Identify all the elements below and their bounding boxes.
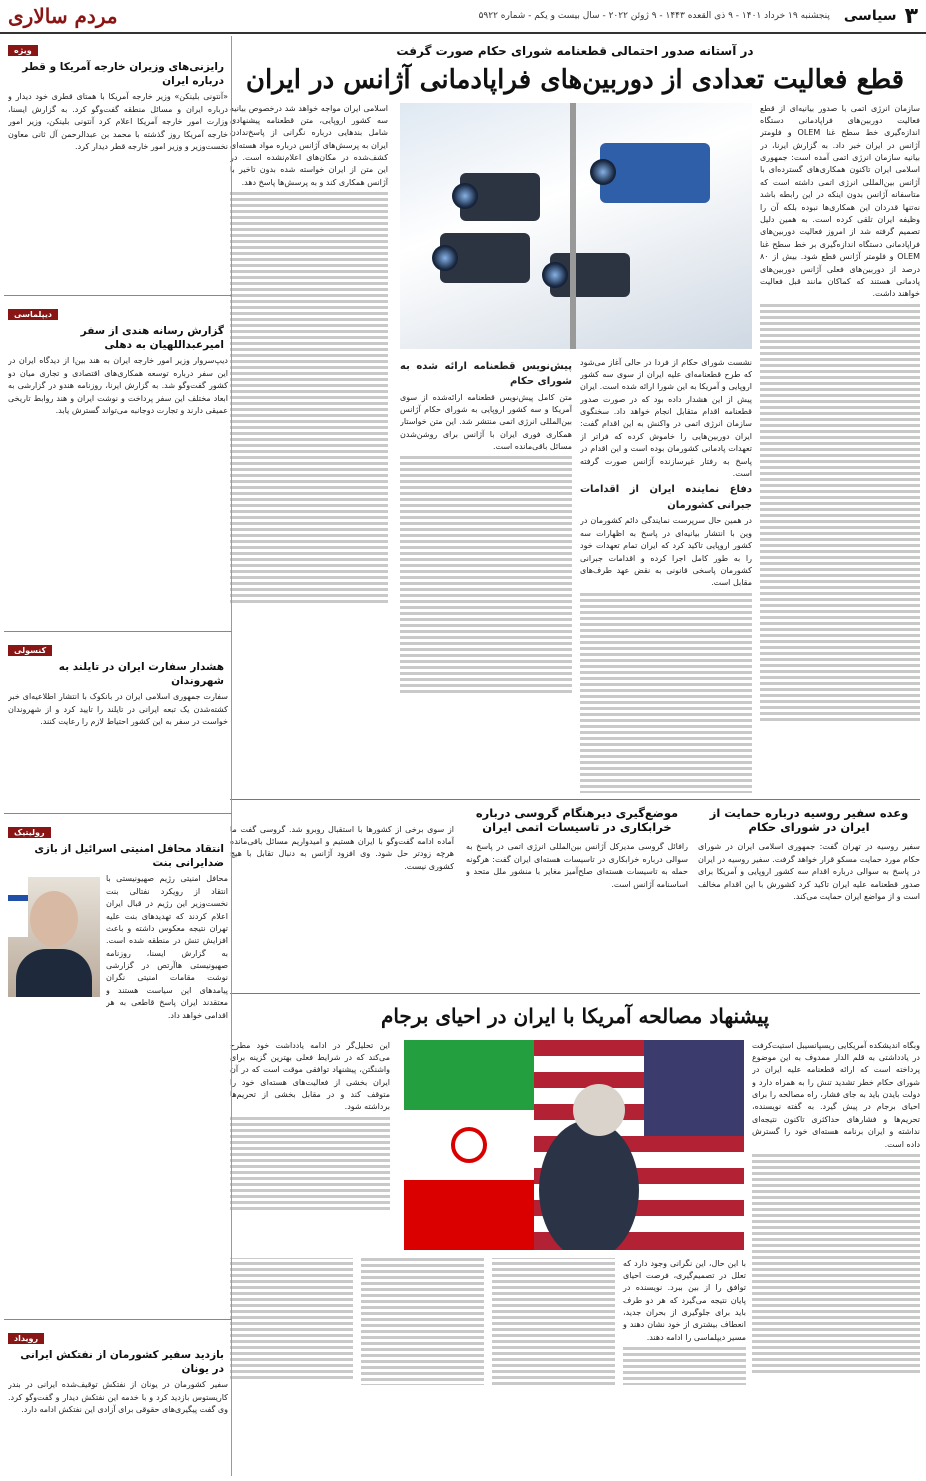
story-grossi-title: موضع‌گیری دیرهنگام گروسی درباره خرابکاری در تاسیسات اتمی ایران xyxy=(475,805,679,835)
sidebar xyxy=(4,36,232,1476)
sidebar-title: رایزنی‌های وزیران خارجه آمریکا و قطر درباره ایران xyxy=(22,61,224,88)
lead-sub1-text: در همین حال سرپرست نمایندگی دائم کشورمان در وین با انتشار بیانیه‌ای در پاسخ به اظهارات سه کشور اروپایی تاکید کرد که ایران تمام تعهدات خود را به طور کامل اجرا کرده و اقدامات جبرانی کشورمان پاسخی قانونی به نقض عهد طرف‌های مقابل است. xyxy=(580,516,752,588)
story-grossi-text: رافائل گروسی مدیرکل آژانس بین‌المللی انرژی اتمی در پاسخ به سوالی درباره خرابکاری در تاسیسات هسته‌ای ایران گفت: هرگونه حمله به تاسیسات هسته‌ای صلح‌آمیز مغایر با منشور ملل متحد و اساسنامه آژانس است. xyxy=(466,842,688,889)
sidebar-story-3 xyxy=(4,638,232,814)
issue-line: پنجشنبه ۱۹ خرداد ۱۴۰۱ - ۹ ذی القعده ۱۴۴۳ - ۹ ژوئن ۲۰۲۲ - سال بیست و یکم - شماره ۵۹۲۲ xyxy=(478,11,830,21)
camera-lens xyxy=(590,159,616,185)
sidebar-text: «آنتونی بلینکن» وزیر خارجه آمریکا با همتای قطری خود دیدار و درباره ایران و مسائل منطقه گفت‌وگو کرد. به گزارش ایسنا، وزارت امور خارجه آمریکا اعلام کرد آنتونی بلینکن، وزیر امور خارجه آمریکا روز گذشته با محمد بن عبدالرحمن آل ثانی معاون نخست‌وزیر و وزیر امور خارجه قطر دیدار کرد. xyxy=(8,92,228,151)
sidebar-tag: رولیتیک xyxy=(8,827,51,838)
sidebar-title: هشدار سفارت ایران در تایلند به شهروندان xyxy=(58,661,224,688)
lead-col-1-text: سازمان انرژی اتمی با صدور بیانیه‌ای از قطع فعالیت دوربین‌های فراپادمانی دستگاه اندازه‌گیری خط سطح غنا OLEM و فلومتر آژانس در ایران خبر داد. به گزارش ایرنا، در بیانیه سازمان انرژی اتمی آمده است: جمهوری اسلامی ایران تاکنون همکاری‌های گسترده‌ای با آژانس بین‌المللی انرژی اتمی داشته است که متاسفانه آژانس بدون اینکه در این رابطه باشد نه‌تنها قدردان این همکاری‌ها نبوده بلکه آن را وظیفه ایران تلقی کرده است. به همین دلیل تصمیم گرفته شد از امروز فعالیت دوربین‌های فراپادمانی دستگاه اندازه‌گیری بر خط سطح غنا OLEM و فلومتر آژانس قطع شود. بیش از ۸۰ درصد از دوربین‌های فعلی آژانس دوربین‌های پادمانی هستند که کماکان مانند قبل فعالیت خواهند داشت. xyxy=(760,103,920,299)
camera-shape xyxy=(550,253,630,297)
page-header xyxy=(0,0,926,34)
sidebar-text: سفارت جمهوری اسلامی ایران در بانکوک با انتشار اطلاعیه‌ای خبر کشته‌شدن یک تبعه ایرانی در تایلند را تایید کرد و از شهروندان خواست در سفر به این کشور احتیاط لازم را رعایت کنند. xyxy=(8,692,228,727)
camera-shape xyxy=(600,143,710,203)
portrait-face xyxy=(30,891,78,947)
lead-col-2-text: نشست شورای حکام از فردا در حالی آغاز می‌شود که طرح قطعنامه‌ای علیه ایران از سوی سه کشور اروپایی و آمریکا به این شورا ارائه شده است. ایران پیش از این هشدار داده بود که در صورت صدور قطعنامه اقدام متقابل انجام خواهد داد. سخنگوی سازمان انرژی اتمی در واکنش به این اقدام گفت: ایران دوربین‌هایی را خاموش کرده که فراتر از تعهدات پادمانی کشورمان بوده است و این اقدام در پاسخ به رفتار غیرسازنده آژانس صورت گرفته است. xyxy=(580,357,752,479)
page-number: ۳ xyxy=(904,3,918,29)
lead-subhead-1: دفاع نماینده ایران از اقدامات جبرانی کشورمان xyxy=(580,484,752,511)
second-story-bottom xyxy=(230,1258,746,1458)
sidebar-text: سفیر کشورمان در یونان از نفتکش توقیف‌شده ایرانی در بندر کاریستوس بازدید کرد و با خدمه این نفتکش دیدار و گفت‌وگو کرد. وی گفت پیگیری‌های حقوقی برای آزادی این نفتکش ادامه دارد. xyxy=(8,1380,228,1415)
second-story-left-lines xyxy=(230,1117,390,1210)
lead-kicker: در آستانه صدور احتمالی قطعنامه شورای حکام صورت گرفت xyxy=(396,44,754,58)
sidebar-title: گزارش رسانه هندی از سفر امیرعبداللهیان به دهلی xyxy=(80,325,224,352)
lead-col-3-lines xyxy=(230,192,388,603)
story-grossi xyxy=(466,806,688,986)
sidebar-text: محافل امنیتی رژیم صهیونیستی با انتقاد از رویکرد نفتالی بنت نخست‌وزیر این رژیم در قبال ایران اعلام کردند که تهدیدهای بنت علیه تهران نتیجه معکوس داشته و باعث افزایش تنش در منطقه شده است. به گزارش ایسنا، روزنامه صهیونیستی هاآرتص در گزارشی نوشت مقامات امنیتی نگران پیامدهای این سیاست هستند و معتقدند ایران پاسخ قاطعی به هر اقدامی خواهد داد. xyxy=(106,874,228,1020)
section-label xyxy=(844,4,918,29)
camera-lens xyxy=(432,245,458,271)
sidebar-tag: کنسولی xyxy=(8,645,52,656)
camera-shape xyxy=(460,173,540,221)
flags-photo xyxy=(404,1040,744,1250)
lead-col-3 xyxy=(230,103,388,793)
lead-headline: قطع فعالیت تعدادی از دوربین‌های فراپادمانی آژانس در ایران xyxy=(245,65,905,95)
camera-lens xyxy=(452,183,478,209)
main-content xyxy=(230,36,920,1463)
lead-story xyxy=(230,103,920,793)
lead-sub2-text: متن کامل پیش‌نویس قطعنامه ارائه‌شده از سوی آمریکا و سه کشور اروپایی به شورای حکام آژانس بین‌المللی انرژی اتمی منتشر شد. این متن خواستار همکاری فوری ایران با آژانس برای روشن‌شدن مسائل باقی‌مانده است. xyxy=(400,392,572,452)
lead-col-2b-lines xyxy=(400,456,572,693)
sidebar-title: بازدید سفیر کشورمان از نفتکش ایرانی در یونان xyxy=(20,1349,224,1376)
cameras-photo xyxy=(400,103,752,349)
second-story-right-lines xyxy=(752,1154,920,1373)
sidebar-tag: ویژه xyxy=(8,45,38,56)
masthead: مردم سالاری xyxy=(8,4,118,28)
secondary-row xyxy=(230,799,920,989)
bennett-photo xyxy=(8,877,100,997)
sidebar-tag: دیپلماسی xyxy=(8,309,58,320)
story-grossi-cont-text: از سوی برخی از کشورها با استقبال روبرو شد. گروسی گفت ما آماده ادامه گفت‌وگو با ایران هستیم و امیدواریم مسائل باقی‌مانده هرچه زودتر حل شود. وی افزود آژانس به دنبال تقابل با هیچ کشوری نیست. xyxy=(230,824,454,871)
lead-subhead-2: پیش‌نویس قطعنامه ارائه شده به شورای حکام xyxy=(400,360,572,387)
sidebar-story-5 xyxy=(4,1326,232,1476)
camera-pole xyxy=(570,103,576,349)
flags-illustration xyxy=(404,1040,744,1250)
camera-shape xyxy=(440,233,530,283)
lead-col-2-lines xyxy=(580,593,752,793)
story-grossi-cont xyxy=(230,806,454,986)
story-russia xyxy=(698,806,920,986)
lead-col-1 xyxy=(760,103,920,793)
lead-col-1-lines xyxy=(760,304,920,721)
lead-col-2b xyxy=(400,357,572,793)
lead-col-2 xyxy=(580,357,752,793)
second-story-left-text: این تحلیل‌گر در ادامه یادداشت خود مطرح می‌کند که در شرایط فعلی بهترین گزینه برای واشنگتن، پیشنهاد توافقی موقت است که در آن ایران بخشی از فعالیت‌های هسته‌ای خود را متوقف کند و در مقابل بخشی از تحریم‌ها برداشته شود. xyxy=(230,1040,390,1112)
second-story xyxy=(230,993,920,1463)
second-story-right-text: وبگاه اندیشکده آمریکایی ریسپانسیبل استیت‌کرفت در یادداشتی به قلم الدار ممدوف به این موضوع پرداخته است که ارائه قطعنامه علیه ایران در شورای حکام خطر تشدید تنش را به همراه دارد و دولت بایدن باید به جای فشار، راه مصالحه را برای احیای برجام در پیش گیرد. به گفته نویسنده، تحریم‌ها و فشارهای حداکثری تاکنون نتیجه‌ای نداشته و ایران برنامه هسته‌ای خود را گسترش داده است. xyxy=(752,1040,920,1149)
portrait-suit xyxy=(16,949,92,997)
second-story-left-col xyxy=(230,1040,390,1250)
story-russia-title: وعده سفیر روسیه درباره حمایت از ایران در شورای حکام xyxy=(709,805,909,835)
sidebar-tag: رویداد xyxy=(8,1333,44,1344)
sidebar-story-2 xyxy=(4,302,232,632)
sidebar-text: دیپ‌سروار وزیر امور خارجه ایران به هند بین‌ا از دیدگاه ایران در این سفر درباره توسعه همکاری‌های اقتصادی و تجاری میان دو کشور گفت‌وگو شد. به گزارش ایرنا، روزنامه هندو در گزارشی به ابعاد مختلف این سفر پرداخت و نوشت ایران و هند روابط تاریخی عمیقی دارند و تجارت دوجانبه می‌تواند گسترش یابد. xyxy=(8,356,228,415)
second-story-right-col xyxy=(752,1040,920,1460)
second-story-bottom-text: با این حال، این نگرانی وجود دارد که تعلل در تصمیم‌گیری، فرصت احیای توافق را از بین ببرد. نویسنده در پایان نتیجه می‌گیرد که هر دو طرف باید برای جلوگیری از بحران جدید، انعطاف بیشتری از خود نشان دهند و مسیر دیپلماسی را ادامه دهند. xyxy=(623,1258,746,1342)
lead-col-3-text: اسلامی ایران مواجه خواهد شد درخصوص بیانیه سه کشور اروپایی، متن قطعنامه پیشنهادی شامل بندهایی درباره نگرانی از پاسخ‌ندادن ایران به پرسش‌های آژانس درباره مواد هسته‌ای کشف‌شده در مکان‌های اعلام‌نشده است. در این متن از ایران خواسته شده بدون تاخیر با آژانس همکاری کند و به پرسش‌ها پاسخ دهد. xyxy=(230,103,388,187)
story-russia-text: سفیر روسیه در تهران گفت: جمهوری اسلامی ایران در شورای حکام مورد حمایت مسکو قرار خواهد گرفت. سفیر روسیه در ایران در پاسخ به سوالی درباره اقدام سه کشور اروپایی و آمریکا برای صدور قطعنامه علیه ایران تاکید کرد کشورش با این اقدام مخالف است و از مواضع ایران حمایت می‌کند. xyxy=(698,842,920,901)
sidebar-title: انتقاد محافل امنیتی اسرائیل از بازی ضدایرانی بنت xyxy=(34,843,224,870)
section-name: سیاسی xyxy=(843,8,897,24)
camera-lens xyxy=(542,262,568,288)
second-story-headline: پیشنهاد مصالحه آمریکا با ایران در احیای برجام xyxy=(380,1003,770,1028)
sidebar-story-1 xyxy=(4,38,232,296)
flag-fragment xyxy=(8,877,28,937)
sidebar-story-4 xyxy=(4,820,232,1320)
